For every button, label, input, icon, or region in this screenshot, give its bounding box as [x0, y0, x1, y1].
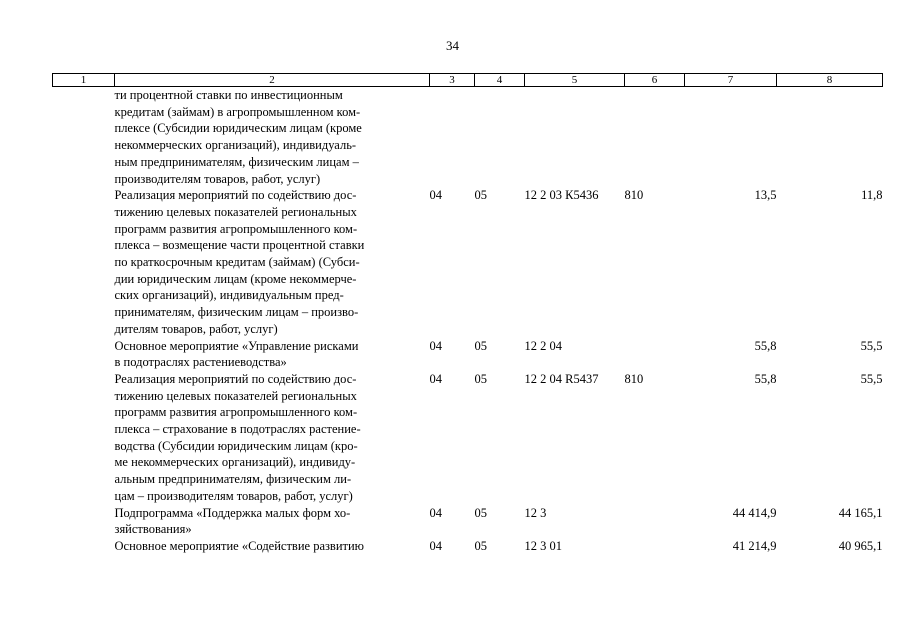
- cell-col-1: [53, 538, 115, 555]
- cell-amount-2: 11,8: [861, 188, 883, 203]
- cell-col-1: [53, 338, 115, 371]
- name-line: ских организаций), индивидуальным пред-: [114, 288, 344, 303]
- name-line: плекса – страхование в подотраслях растение-: [114, 422, 361, 437]
- table-body: [53, 87, 883, 555]
- cell-expense-type: [625, 338, 685, 371]
- page-number: 34: [446, 38, 459, 53]
- cell-subsection: 05: [474, 371, 487, 386]
- cell-target-article: 12 3: [524, 505, 547, 520]
- cell-section: 04: [429, 505, 442, 520]
- budget-table: [52, 73, 883, 555]
- cell-name: [115, 187, 430, 337]
- cell-expense-type: [625, 538, 685, 555]
- cell-expense-type: 810: [624, 371, 644, 386]
- cell-subsection: 05: [474, 188, 487, 203]
- column-header-7: 7: [685, 74, 777, 87]
- table-row: [53, 87, 883, 188]
- name-line: ным предпринимателям, физическим лицам –: [114, 154, 359, 169]
- cell-amount-2: [777, 87, 883, 188]
- column-header-1: 1: [53, 74, 115, 87]
- cell-section: [430, 87, 475, 188]
- column-header-4: 4: [475, 74, 525, 87]
- column-header-8: 8: [777, 74, 883, 87]
- name-line: плексе (Субсидии юридическим лицам (кроме: [114, 121, 362, 136]
- name-line: тижению целевых показателей региональных: [114, 204, 357, 219]
- table-row: [53, 505, 883, 538]
- cell-expense-type: [625, 505, 685, 538]
- cell-subsection: 05: [474, 338, 487, 353]
- name-line: ти процентной ставки по инвестиционным: [114, 88, 343, 102]
- cell-amount-1: 41 214,9: [732, 538, 777, 553]
- name-line: Подпрограмма «Поддержка малых форм хо-: [114, 505, 351, 520]
- table-row: [53, 187, 883, 337]
- cell-name: [115, 338, 430, 371]
- cell-subsection: 05: [474, 538, 487, 553]
- cell-name: [115, 371, 430, 505]
- name-line: программ развития агропромышленного ком-: [114, 405, 358, 420]
- cell-col-1: [53, 505, 115, 538]
- name-line: дии юридическим лицам (кроме некоммерче-: [114, 271, 357, 286]
- name-line: программ развития агропромышленного ком-: [114, 221, 358, 236]
- column-header-5: 5: [525, 74, 625, 87]
- name-line: Основное мероприятие «Содействие развитию: [114, 538, 365, 553]
- name-line: альным предпринимателям, физическим ли-: [114, 472, 352, 487]
- name-line: цам – производителям товаров, работ, услуг): [114, 488, 353, 503]
- name-line: Основное мероприятие «Управление рисками: [114, 338, 359, 353]
- name-line: кредитам (займам) в агропромышленном ком-: [114, 104, 361, 119]
- cell-col-1: [53, 371, 115, 505]
- column-header-6: 6: [625, 74, 685, 87]
- cell-expense-type: [625, 87, 685, 188]
- cell-amount-2: 55,5: [860, 371, 883, 386]
- name-line: по краткосрочным кредитам (займам) (Субси-: [114, 255, 360, 270]
- name-line: Реализация мероприятий по содействию дос-: [114, 188, 357, 203]
- cell-target-article: 12 2 03 К5436: [524, 188, 599, 203]
- table-row: [53, 371, 883, 505]
- cell-amount-2: 55,5: [860, 338, 883, 353]
- cell-section: 04: [429, 188, 442, 203]
- column-header-2: 2: [115, 74, 430, 87]
- cell-expense-type: 810: [624, 188, 644, 203]
- name-line: ме некоммерческих организаций), индивиду-: [114, 455, 356, 470]
- name-line: водства (Субсидии юридическим лицам (кро-: [114, 438, 358, 453]
- name-line: дителям товаров, работ, услуг): [114, 321, 278, 336]
- cell-target-article: 12 2 04: [524, 338, 562, 353]
- column-header-3: 3: [430, 74, 475, 87]
- name-line: производителям товаров, работ, услуг): [114, 171, 321, 186]
- cell-amount-1: 44 414,9: [732, 505, 777, 520]
- column-number-header-row: [53, 74, 883, 87]
- cell-name: [115, 87, 430, 188]
- cell-target-article: [525, 87, 625, 188]
- name-line: тижению целевых показателей региональных: [114, 388, 357, 403]
- table-row: [53, 338, 883, 371]
- name-line: зяйствования»: [114, 522, 192, 537]
- cell-target-article: 12 3 01: [524, 538, 562, 553]
- table-row: [53, 538, 883, 555]
- cell-amount-1: [685, 87, 777, 188]
- cell-amount-2: 44 165,1: [838, 505, 883, 520]
- name-line: в подотраслях растениеводства»: [114, 355, 287, 370]
- name-line: принимателям, физическим лицам – произво-: [114, 305, 359, 320]
- cell-name: [115, 538, 430, 555]
- cell-amount-1: 55,8: [754, 371, 777, 386]
- name-line: плекса – возмещение части процентной ставки: [114, 238, 365, 253]
- cell-amount-1: 55,8: [754, 338, 777, 353]
- cell-section: 04: [429, 338, 442, 353]
- cell-section: 04: [429, 538, 442, 553]
- name-line: некоммерческих организаций), индивидуаль-: [114, 138, 357, 153]
- cell-amount-1: 13,5: [754, 188, 777, 203]
- name-line: Реализация мероприятий по содействию дос-: [114, 371, 357, 386]
- cell-col-1: [53, 87, 115, 188]
- cell-section: 04: [429, 371, 442, 386]
- cell-amount-2: 40 965,1: [838, 538, 883, 553]
- cell-subsection: 05: [474, 505, 487, 520]
- cell-name: [115, 505, 430, 538]
- cell-target-article: 12 2 04 R5437: [524, 371, 599, 386]
- cell-subsection: [475, 87, 525, 188]
- cell-col-1: [53, 187, 115, 337]
